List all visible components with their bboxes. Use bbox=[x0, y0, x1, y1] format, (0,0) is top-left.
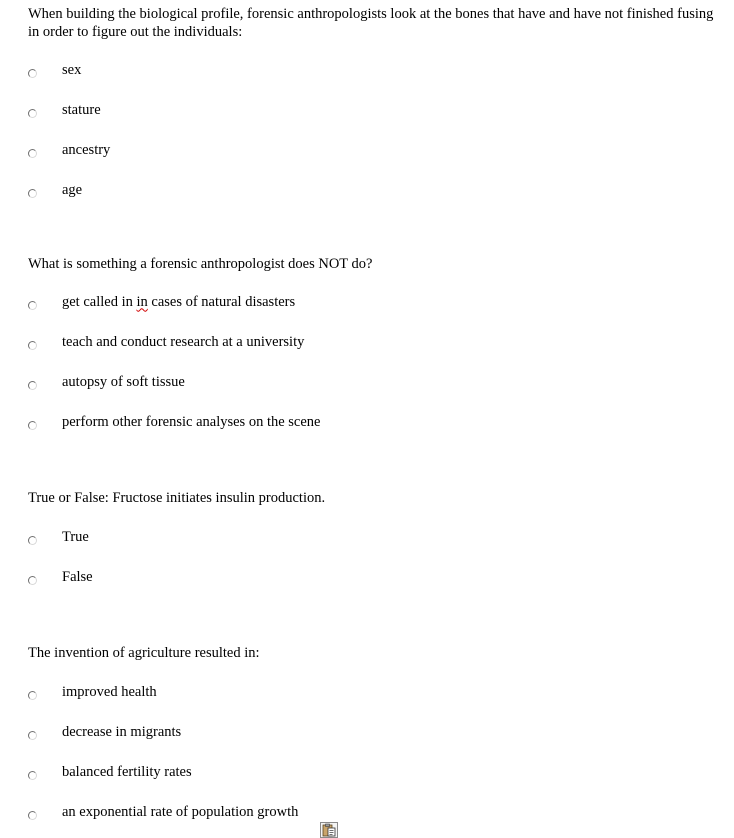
option-label: improved health bbox=[62, 683, 157, 700]
clipboard-icon[interactable] bbox=[320, 822, 338, 838]
radio-button[interactable] bbox=[28, 189, 37, 198]
q4-option-balanced-fertility[interactable] bbox=[28, 762, 192, 782]
option-label: False bbox=[62, 568, 93, 585]
radio-button[interactable] bbox=[28, 576, 37, 585]
q2-option-teach-research[interactable] bbox=[28, 332, 304, 352]
q2-option-autopsy[interactable] bbox=[28, 372, 185, 392]
radio-button[interactable] bbox=[28, 691, 37, 700]
radio-button[interactable] bbox=[28, 771, 37, 780]
option-label: teach and conduct research at a university bbox=[62, 333, 305, 350]
option-label: decrease in migrants bbox=[62, 723, 182, 740]
option-label: autopsy of soft tissue bbox=[62, 373, 185, 390]
radio-button[interactable] bbox=[28, 536, 37, 545]
radio-button[interactable] bbox=[28, 731, 37, 740]
q1-option-stature[interactable] bbox=[28, 100, 101, 120]
q1-option-age[interactable] bbox=[28, 180, 82, 200]
q4-option-exponential-growth[interactable] bbox=[28, 802, 298, 822]
option-label: an exponential rate of population growth bbox=[62, 803, 299, 820]
option-label: sex bbox=[62, 61, 82, 78]
radio-button[interactable] bbox=[28, 381, 37, 390]
option-label: age bbox=[62, 181, 83, 198]
q1-option-ancestry[interactable] bbox=[28, 140, 110, 160]
radio-button[interactable] bbox=[28, 341, 37, 350]
q3-option-true[interactable] bbox=[28, 527, 89, 547]
radio-button[interactable] bbox=[28, 109, 37, 118]
radio-button[interactable] bbox=[28, 811, 37, 820]
radio-button[interactable] bbox=[28, 149, 37, 158]
q4-option-decrease-migrants[interactable] bbox=[28, 722, 181, 742]
option-label: ancestry bbox=[62, 141, 111, 158]
question-2-text: What is something a forensic anthropologist does NOT do? bbox=[28, 256, 373, 272]
question-1-text: When building the biological profile, forensic anthropologists look at the bones that have and have not finished fusing in order to figure out the individuals: bbox=[28, 6, 714, 40]
q1-option-sex[interactable] bbox=[28, 60, 81, 80]
question-3-text: True or False: Fructose initiates insulin production. bbox=[28, 490, 326, 506]
option-label: balanced fertility rates bbox=[62, 763, 192, 780]
spellcheck-word: in bbox=[136, 293, 148, 310]
radio-button[interactable] bbox=[28, 421, 37, 430]
option-label-part: get called in bbox=[62, 293, 137, 310]
q2-option-other-analyses[interactable] bbox=[28, 412, 320, 432]
q3-option-false[interactable] bbox=[28, 567, 93, 587]
option-label bbox=[62, 294, 295, 311]
option-label: perform other forensic analyses on the scene bbox=[62, 413, 321, 430]
q4-option-improved-health[interactable] bbox=[28, 682, 157, 702]
q2-option-natural-disasters[interactable] bbox=[28, 292, 295, 312]
question-4-text: The invention of agriculture resulted in: bbox=[28, 645, 260, 661]
option-label-part: cases of natural disasters bbox=[147, 293, 296, 310]
radio-button[interactable] bbox=[28, 69, 37, 78]
option-label: True bbox=[62, 528, 89, 545]
radio-button[interactable] bbox=[28, 301, 37, 310]
option-label: stature bbox=[62, 101, 101, 118]
